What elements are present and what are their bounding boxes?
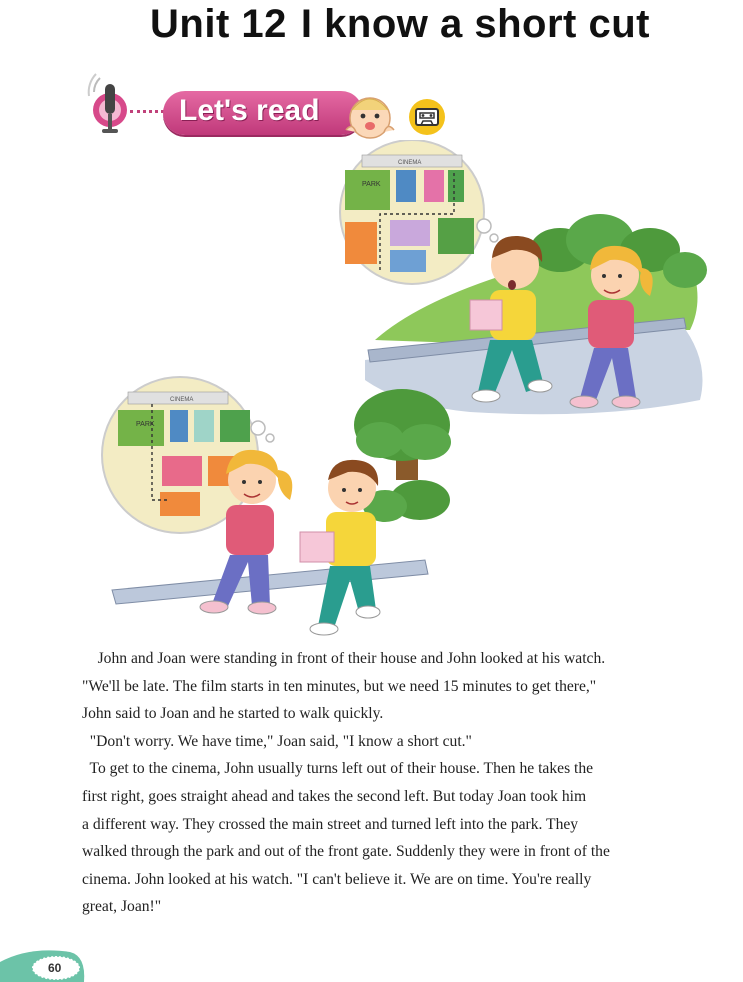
story-line: great, Joan!" — [82, 898, 162, 916]
map-thought-bubble-top — [340, 140, 484, 284]
story-line: John and Joan were standing in front of their house and John looked at his watch. — [82, 650, 606, 667]
unit-label: Unit 12 — [150, 2, 287, 46]
baby-face-icon — [338, 88, 402, 144]
cassette-icon[interactable] — [408, 98, 446, 136]
map-bottom-park-label: PARK — [136, 421, 155, 428]
john-figure-bottom — [300, 460, 380, 635]
curb-bottom — [112, 560, 428, 604]
section-label: Let's read — [179, 94, 320, 127]
unit-title: I know a short cut — [300, 2, 650, 46]
section-badge — [163, 91, 363, 135]
story-line: cinema. John looked at his watch. "I can't believe it. We are on time. You're really — [82, 870, 592, 888]
story-line: "We'll be late. The film starts in ten minutes, but we need 15 minutes to get there," — [82, 677, 597, 695]
story-line: a different way. They crossed the main street and turned left into the park. They — [82, 815, 579, 833]
map-top-park-label: PARK — [362, 181, 381, 188]
map-top-cinema-label: CINEMA — [398, 160, 422, 166]
dotted-connector — [130, 110, 164, 113]
microphone-icon — [86, 72, 138, 136]
page-title — [0, 2, 743, 47]
story-line: first right, goes straight ahead and takes the second left. But today Joan took him — [82, 787, 587, 805]
page-number: 60 — [48, 961, 62, 975]
page-number-tab — [0, 942, 90, 982]
story-illustration — [0, 140, 743, 640]
map-bottom-cinema-label: CINEMA — [170, 397, 194, 403]
story-text — [82, 645, 722, 921]
story-line: "Don't worry. We have time," Joan said, "I know a short cut." — [82, 732, 472, 750]
story-line: walked through the park and out of the front gate. Suddenly they were in front of the — [82, 843, 610, 861]
story-line: John said to Joan and he started to walk quickly. — [82, 705, 384, 723]
story-line: To get to the cinema, John usually turns left out of their house. Then he takes the — [82, 760, 594, 778]
